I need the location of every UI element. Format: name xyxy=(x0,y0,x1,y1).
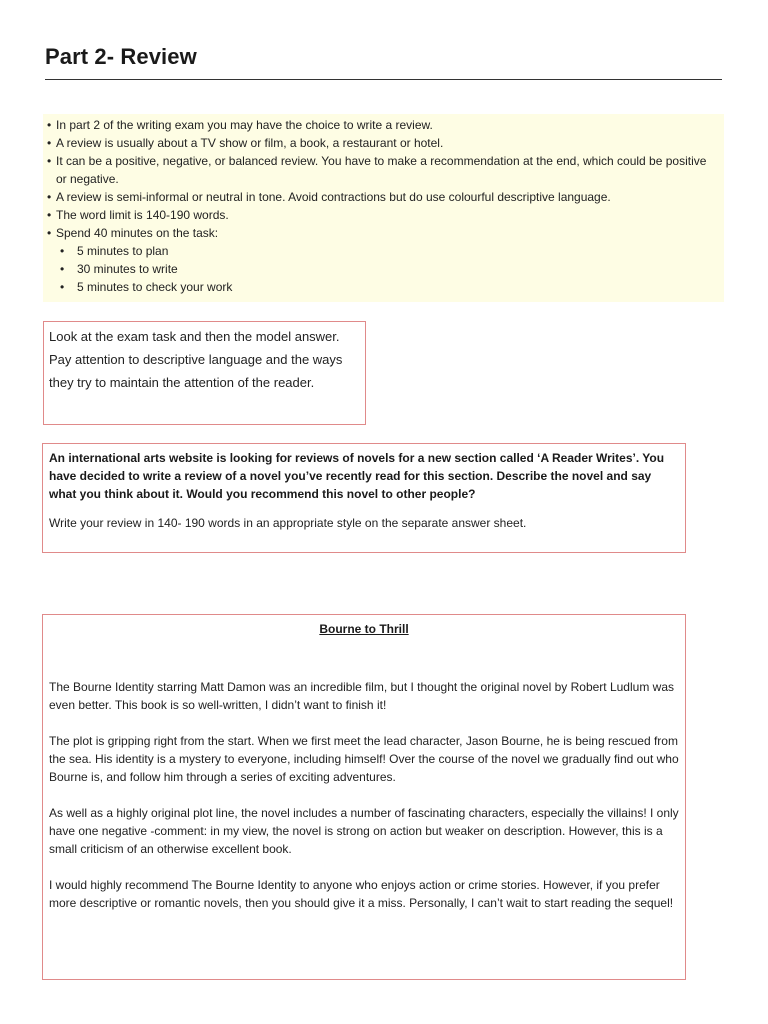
info-bullet: • It can be a positive, negative, or balanced review. You have to make a recommendation at the end, which could be positive or negative. xyxy=(47,152,714,188)
info-bullet: • A review is semi-informal or neutral in tone. Avoid contractions but do use colourful descriptive language. xyxy=(47,188,714,206)
model-answer-box xyxy=(42,614,686,980)
info-bullet-time xyxy=(47,224,714,296)
model-paragraph: I would highly recommend The Bourne Identity to anyone who enjoys action or crime stories. However, if you prefer more descriptive or romantic novels, then you should give it a miss. Personally, I can’t wait to start reading the sequel! xyxy=(49,878,674,910)
model-paragraph: The Bourne Identity starring Matt Damon was an incredible film, but I thought the original novel by Robert Ludlum was even better. This book is so well-written, I didn’t want to finish it! xyxy=(49,680,674,712)
info-panel xyxy=(43,114,724,302)
intro-text: Look at the exam task and then the model answer. Pay attention to descriptive language and the ways they try to maintain the attention of the reader. xyxy=(49,329,343,390)
model-paragraph: As well as a highly original plot line, the novel includes a number of fascinating characters, especially the villains! I only have one negative -comment: in my view, the novel is strong on action but weaker on description. However, this is a small criticism of an otherwise excellent book. xyxy=(49,806,679,856)
time-item-write: • 30 minutes to write xyxy=(56,260,714,278)
title-divider xyxy=(45,79,722,80)
task-instruction: Write your review in 140- 190 words in an appropriate style on the separate answer sheet. xyxy=(49,516,527,530)
intro-box xyxy=(43,321,366,425)
exam-task-box xyxy=(42,443,686,553)
info-list xyxy=(47,116,714,296)
model-answer-title: Bourne to Thrill xyxy=(319,622,409,636)
task-prompt: An international arts website is looking for reviews of novels for a new section called ‘A Reader Writes’. You have decided to write a review of a novel you’ve recently read for this section. Describe the novel and say what you think about it. Would you recommend this novel to other people? xyxy=(49,451,665,501)
page-title: Part 2- Review xyxy=(45,44,197,69)
time-item-plan: • 5 minutes to plan xyxy=(56,242,714,260)
info-bullet: • In part 2 of the writing exam you may have the choice to write a review. xyxy=(47,116,714,134)
info-bullet: • A review is usually about a TV show or film, a book, a restaurant or hotel. xyxy=(47,134,714,152)
info-bullet: • The word limit is 140-190 words. xyxy=(47,206,714,224)
info-bullet-text: Spend 40 minutes on the task: xyxy=(56,226,219,240)
model-paragraph: The plot is gripping right from the start. When we first meet the lead character, Jason Bourne, he is being rescued from the sea. His identity is a mystery to everyone, including himself! Over the course of the novel we gradually find out who Bourne is, and follow him through a series of exciting adventures. xyxy=(49,734,679,784)
time-breakdown-list xyxy=(56,242,714,296)
time-item-check: • 5 minutes to check your work xyxy=(56,278,714,296)
